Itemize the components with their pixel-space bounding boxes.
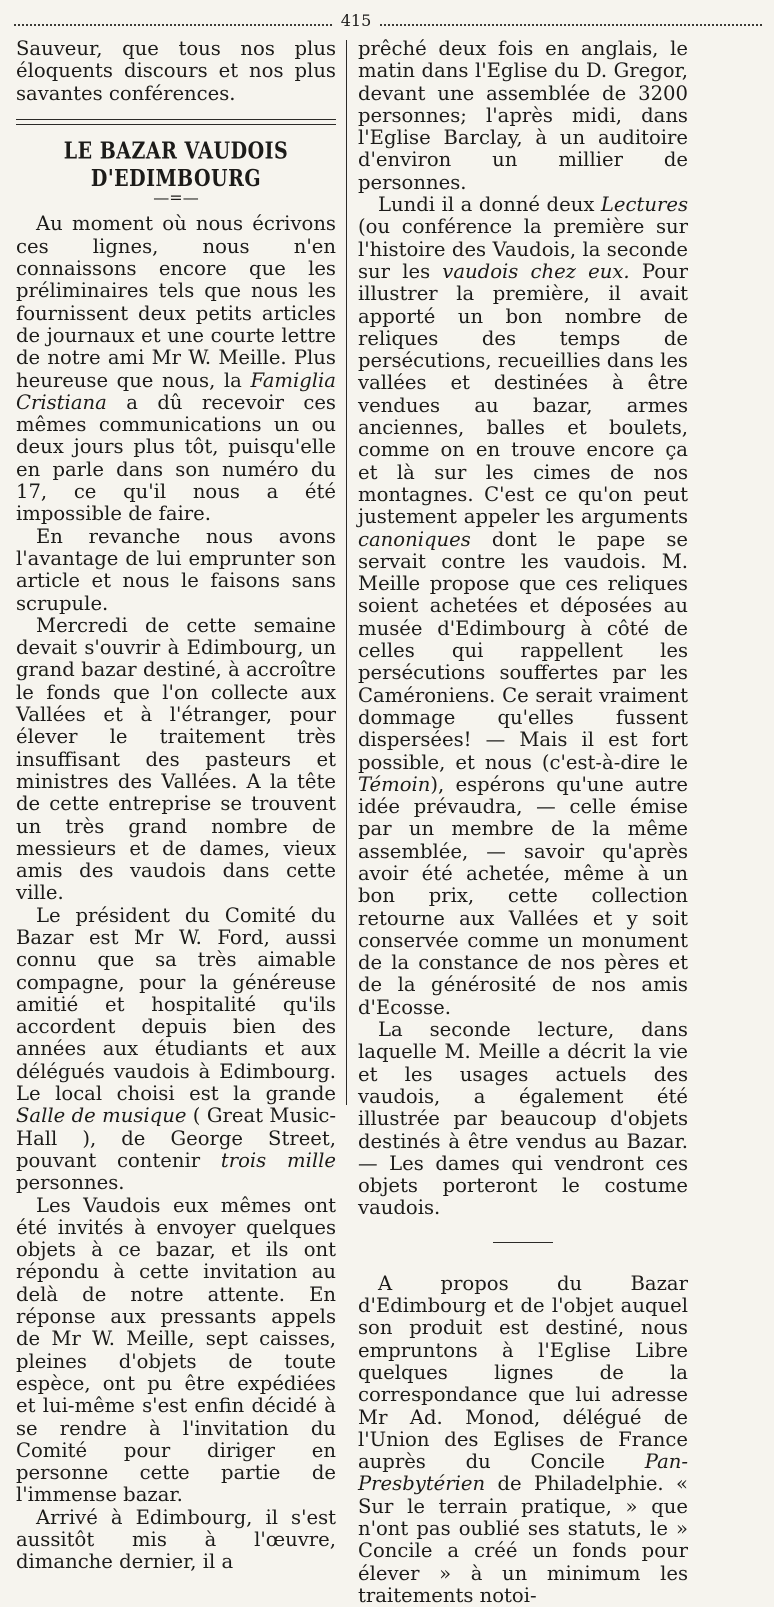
header-rule-left xyxy=(14,24,332,26)
left-column xyxy=(16,38,336,1574)
opening-paragraph: Sauveur, que tous nos plus éloquents discours et nos plus savantes conférences. xyxy=(16,37,336,105)
column-divider xyxy=(346,40,347,1105)
header-rule-right xyxy=(380,24,762,26)
paragraph: A propos du Bazar d'Edimbourg et de l'objet auquel son produit est destiné, nous empruntons à l'Eglise Libre quelques lignes de la correspondance que lui adresse Mr Ad. Monod, délégué de l'Union des Eglises de France auprès du Concile Pan-Presbytérien de Philadelphie. « Sur le terrain pratique, » que n'ont pas oublié ses statuts, le » Concile a créé un fonds pour élever » à un minimum les traitements notoi- xyxy=(358,1271,688,1607)
section-separator xyxy=(493,1242,553,1243)
paragraph: En revanche nous avons l'avantage de lui emprunter son article et nous le faisons sans scrupule. xyxy=(16,524,336,615)
right-column xyxy=(358,38,688,1607)
paragraph: prêché deux fois en anglais, le matin dans l'Eglise du D. Gregor, devant une assemblée de 3200 personnes; l'après midi, dans l'Eglise Barclay, à un auditoire d'environ un millier de personnes. xyxy=(358,37,688,194)
paragraph: Mercredi de cette semaine devait s'ouvrir à Edimbourg, un grand bazar destiné, à accroître le fonds que l'on collecte aux Vallées et à l'étranger, pour élever le traitement très insuffisant des pasteurs et ministres des Vallées. A la tête de cette entreprise se trouvent un très grand nombre de messieurs et de dames, vieux amis des vaudois dans cette ville. xyxy=(16,613,336,905)
paragraph: Le président du Comité du Bazar est Mr W. Ford, aussi connu que sa très aimable compagne, pour la généreuse amitié et hospitalité qu'ils accordent depuis bien des années aux étudiants et aux délégués vaudois à Edimbourg. Le local choisi est la grande Salle de musique ( Great Music-Hall ), de George Street, pouvant contenir trois mille personnes. xyxy=(16,903,336,1195)
paragraph: Arrivé à Edimbourg, il s'est aussitôt mis à l'œuvre, dimanche dernier, il a xyxy=(16,1505,336,1574)
title-ornament: —=— xyxy=(153,188,199,208)
page-header xyxy=(14,12,762,30)
paragraph: Les Vaudois eux mêmes ont été invités à envoyer quelques objets à ce bazar, et ils ont répondu à cette invitation au delà de notre attente. En réponse aux pressants appels de Mr W. Meille, sept caisses, pleines d'objets de toute espèce, ont pu être expédiées et lui-même s'est enfin décidé à se rendre à l'invitation du Comité pour diriger en personne cette partie de l'immense bazar. xyxy=(16,1193,336,1507)
section-rule xyxy=(16,119,336,125)
page-number: 415 xyxy=(340,11,372,30)
paragraph: La seconde lecture, dans laquelle M. Meille a décrit la vie et les usages actuels des vaudois, a également été illustrée par beaucoup d'objets destinés à être vendus au Bazar. — Les dames qui vendront ces objets porteront le costume vaudois. xyxy=(358,1018,688,1220)
paragraph: Lundi il a donné deux Lectures (ou conférence la première sur l'histoire des Vaudois, la seconde sur les vaudois chez eux. Pour illustrer la première, il avait apporté un bon nombre de reliques des temps de persécutions, recueillies dans les vallées et destinées à être vendues au bazar, armes anciennes, balles et boulets, comme on en trouve encore ça et là sur les cimes de nos montagnes. C'est ce qu'on peut justement appeler les arguments canoniques dont le pape se servait contre les vaudois. M. Meille propose que ces reliques soient achetées et déposées au musée d'Edimbourg à côté de celles qui rappellent les persécutions souffertes par les Caméroniens. Ce serait vraiment dommage qu'elles fussent dispersées! — Mais il est fort possible, et nous (c'est-à-dire le Témoin), espérons qu'une autre idée prévaudra, — celle émise par un membre de la même assemblée, — savoir qu'après avoir été achetée, même à un bon prix, cette collection retourne aux Vallées et y soit conservée comme un monument de la constance de nos pères et de la générosité de nos amis d'Ecosse. xyxy=(358,193,689,1019)
article-title: LE BAZAR VAUDOIS D'EDIMBOURG xyxy=(63,137,289,193)
paragraph: Au moment où nous écrivons ces lignes, nous n'en connaissons encore que les préliminaires tels que nous les fournissent deux petits articles de journaux et une courte lettre de notre ami Mr W. Meille. Plus heureuse que nous, la Famiglia Cristiana a dû recevoir ces mêmes communications un ou deux jours plus tôt, puisqu'elle en parle dans son numéro du 17, ce qu'il nous a été impossible de faire. xyxy=(16,212,336,526)
